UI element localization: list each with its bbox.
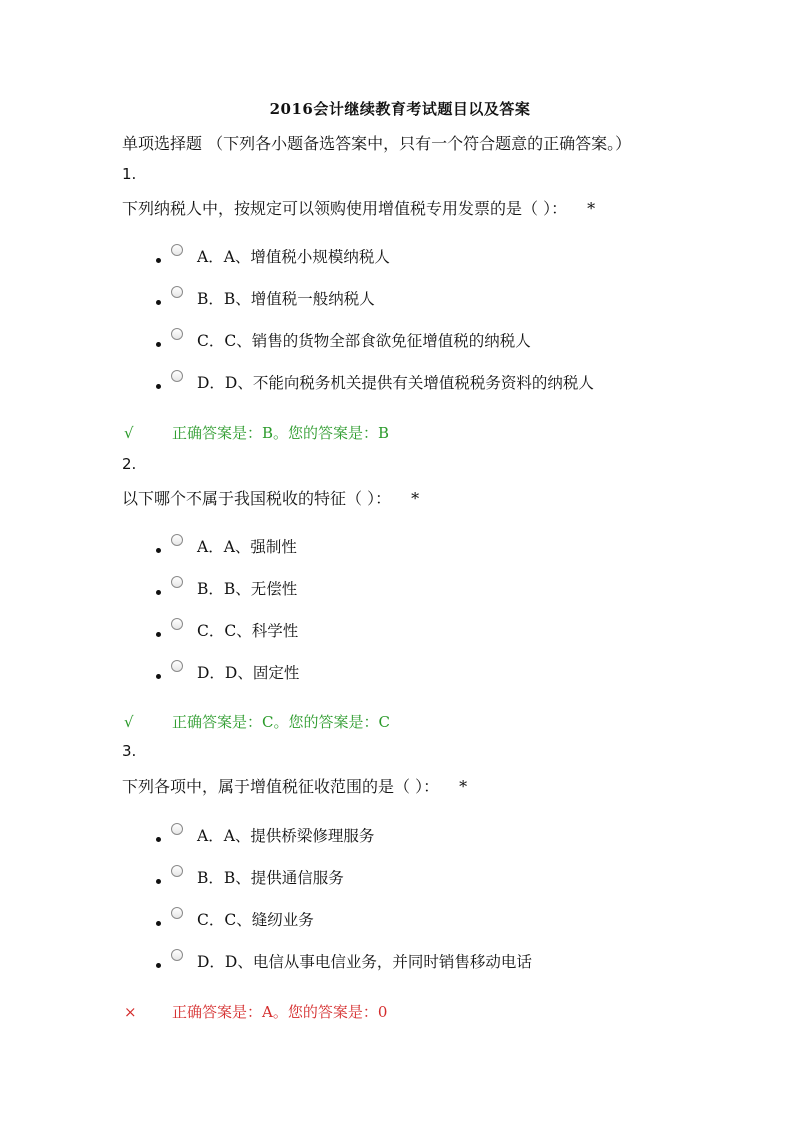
question-1-number: 1. xyxy=(122,165,137,183)
bullet-icon xyxy=(156,342,161,347)
option-label: A．A、提供桥梁修理服务 xyxy=(197,827,375,845)
bullet-icon xyxy=(156,963,161,968)
question-1-option-d[interactable] xyxy=(156,369,594,395)
bullet-icon xyxy=(156,258,161,263)
bullet-icon xyxy=(156,384,161,389)
bullet-icon xyxy=(156,921,161,926)
question-2-number: 2. xyxy=(122,455,137,473)
required-asterisk: * xyxy=(411,489,420,508)
question-2-option-c[interactable] xyxy=(156,617,298,643)
question-1-text xyxy=(122,196,595,219)
option-label: C．C、缝纫业务 xyxy=(197,911,314,929)
result-text: 正确答案是：C。您的答案是：C xyxy=(172,713,390,731)
question-3-result xyxy=(124,1001,387,1022)
question-3-option-c[interactable] xyxy=(156,906,314,932)
question-3-option-b[interactable] xyxy=(156,864,344,890)
radio-button[interactable] xyxy=(171,328,183,340)
question-3-prompt: 下列各项中，属于增值税征收范围的是（ ）： xyxy=(122,777,440,796)
question-3-text xyxy=(122,774,467,797)
option-label: C．C、销售的货物全部食欲免征增值税的纳税人 xyxy=(197,332,531,350)
option-label: D．D、不能向税务机关提供有关增值税税务资料的纳税人 xyxy=(197,374,594,392)
question-3-option-a[interactable] xyxy=(156,822,374,848)
bullet-icon xyxy=(156,879,161,884)
option-label: D．D、电信从事电信业务，并同时销售移动电话 xyxy=(197,953,532,971)
radio-button[interactable] xyxy=(171,286,183,298)
option-label: B．B、无偿性 xyxy=(197,580,298,598)
question-1-option-a[interactable] xyxy=(156,243,390,269)
question-3-number: 3. xyxy=(122,742,137,760)
question-2-text xyxy=(122,486,419,509)
bullet-icon xyxy=(156,632,161,637)
option-label: C．C、科学性 xyxy=(197,622,299,640)
radio-button[interactable] xyxy=(171,907,183,919)
question-3-option-d[interactable] xyxy=(156,948,532,974)
question-2-result xyxy=(124,711,390,732)
result-text: 正确答案是：A。您的答案是：0 xyxy=(172,1003,388,1021)
question-1-option-b[interactable] xyxy=(156,285,375,311)
option-label: B．B、提供通信服务 xyxy=(197,869,344,887)
cross-icon: × xyxy=(124,1003,137,1021)
radio-button[interactable] xyxy=(171,534,183,546)
question-1-option-c[interactable] xyxy=(156,327,531,353)
question-1-prompt: 下列纳税人中，按规定可以领购使用增值税专用发票的是（ ）： xyxy=(122,199,568,218)
bullet-icon xyxy=(156,837,161,842)
option-label: B．B、增值税一般纳税人 xyxy=(197,290,375,308)
result-text: 正确答案是：B。您的答案是：B xyxy=(172,424,390,442)
bullet-icon xyxy=(156,548,161,553)
radio-button[interactable] xyxy=(171,949,183,961)
radio-button[interactable] xyxy=(171,370,183,382)
option-label: A．A、强制性 xyxy=(197,538,297,556)
check-icon: √ xyxy=(124,713,134,731)
radio-button[interactable] xyxy=(171,660,183,672)
check-icon: √ xyxy=(124,424,134,442)
question-2-option-b[interactable] xyxy=(156,575,297,601)
question-1-result xyxy=(124,422,389,443)
question-2-option-a[interactable] xyxy=(156,533,297,559)
radio-button[interactable] xyxy=(171,823,183,835)
option-label: D．D、固定性 xyxy=(197,664,300,682)
radio-button[interactable] xyxy=(171,618,183,630)
document-title: 2016会计继续教育考试题目以及答案 xyxy=(269,100,531,118)
required-asterisk: * xyxy=(587,199,596,218)
bullet-icon xyxy=(156,674,161,679)
question-2-option-d[interactable] xyxy=(156,659,299,685)
bullet-icon xyxy=(156,300,161,305)
radio-button[interactable] xyxy=(171,865,183,877)
bullet-icon xyxy=(156,590,161,595)
question-2-prompt: 以下哪个不属于我国税收的特征（ ）： xyxy=(122,489,392,508)
radio-button[interactable] xyxy=(171,576,183,588)
required-asterisk: * xyxy=(459,777,468,796)
section-heading: 单项选择题 （下列各小题备选答案中，只有一个符合题意的正确答案。） xyxy=(122,134,632,153)
option-label: A．A、增值税小规模纳税人 xyxy=(197,248,390,266)
radio-button[interactable] xyxy=(171,244,183,256)
